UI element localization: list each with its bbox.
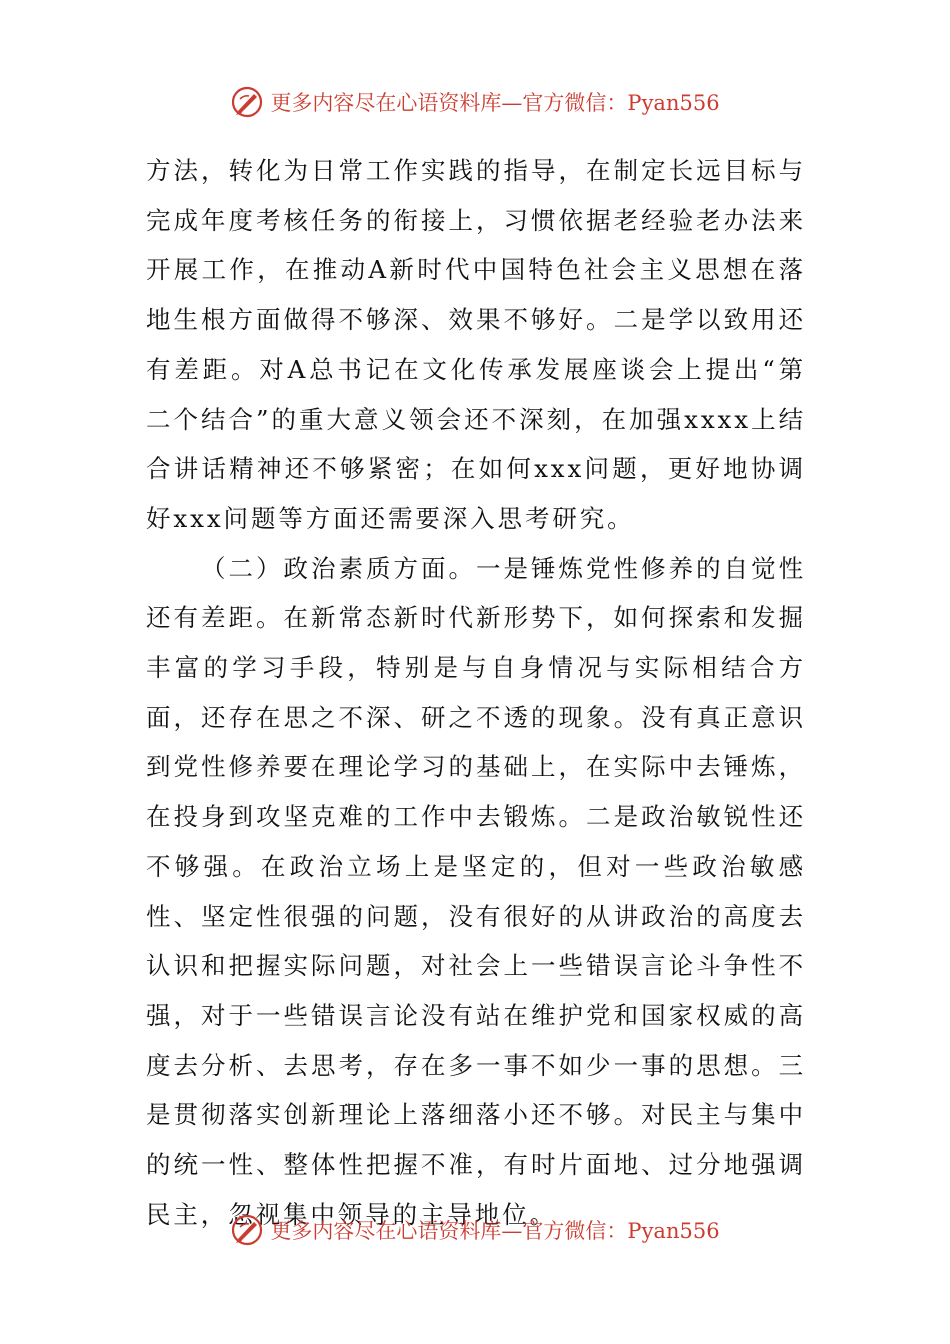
paragraph-continuation: 方法，转化为日常工作实践的指导，在制定长远目标与完成年度考核任务的衔接上，习惯依据老经验老办法来开展工作，在推动A新时代中国特色社会主义思想在落地生根方面做得不够深、效果不够好。二是学以致用还有差距。对A总书记在文化传承发展座谈会上提出“第二个结合”的重大意义领会还不深刻，在加强xxxx上结合讲话精神还不够紧密；在如何xxx问题，更好地协调好xxx问题等方面还需要深入思考研究。 <box>146 156 806 533</box>
pen-logo-icon <box>230 85 264 119</box>
watermark-text: 更多内容尽在心语资料库—官方微信：Pyan556 <box>270 91 720 115</box>
document-body <box>146 146 806 1239</box>
pen-logo-icon <box>230 1213 264 1247</box>
watermark-text: 更多内容尽在心语资料库—官方微信：Pyan556 <box>270 1219 720 1243</box>
paragraph-political-quality: （二）政治素质方面。一是锤炼党性修养的自觉性还有差距。在新常态新时代新形势下，如何探索和发掘丰富的学习手段，特别是与自身情况与实际相结合方面，还存在思之不深、研之不透的现象。没有真正意识到党性修养要在理论学习的基础上，在实际中去锤炼，在投身到攻坚克难的工作中去锻炼。二是政治敏锐性还不够强。在政治立场上是坚定的，但对一些政治敏感性、坚定性很强的问题，没有很好的从讲政治的高度去认识和把握实际问题，对社会上一些错误言论斗争性不强，对于一些错误言论没有站在维护党和国家权威的高度去分析、去思考，存在多一事不如少一事的思想。三是贯彻落实创新理论上落细落小还不够。对民主与集中的统一性、整体性把握不准，有时片面地、过分地强调民主，忽视集中领导的主导地位。 <box>146 553 806 1229</box>
header-watermark <box>0 82 950 122</box>
footer-watermark <box>0 1210 950 1250</box>
